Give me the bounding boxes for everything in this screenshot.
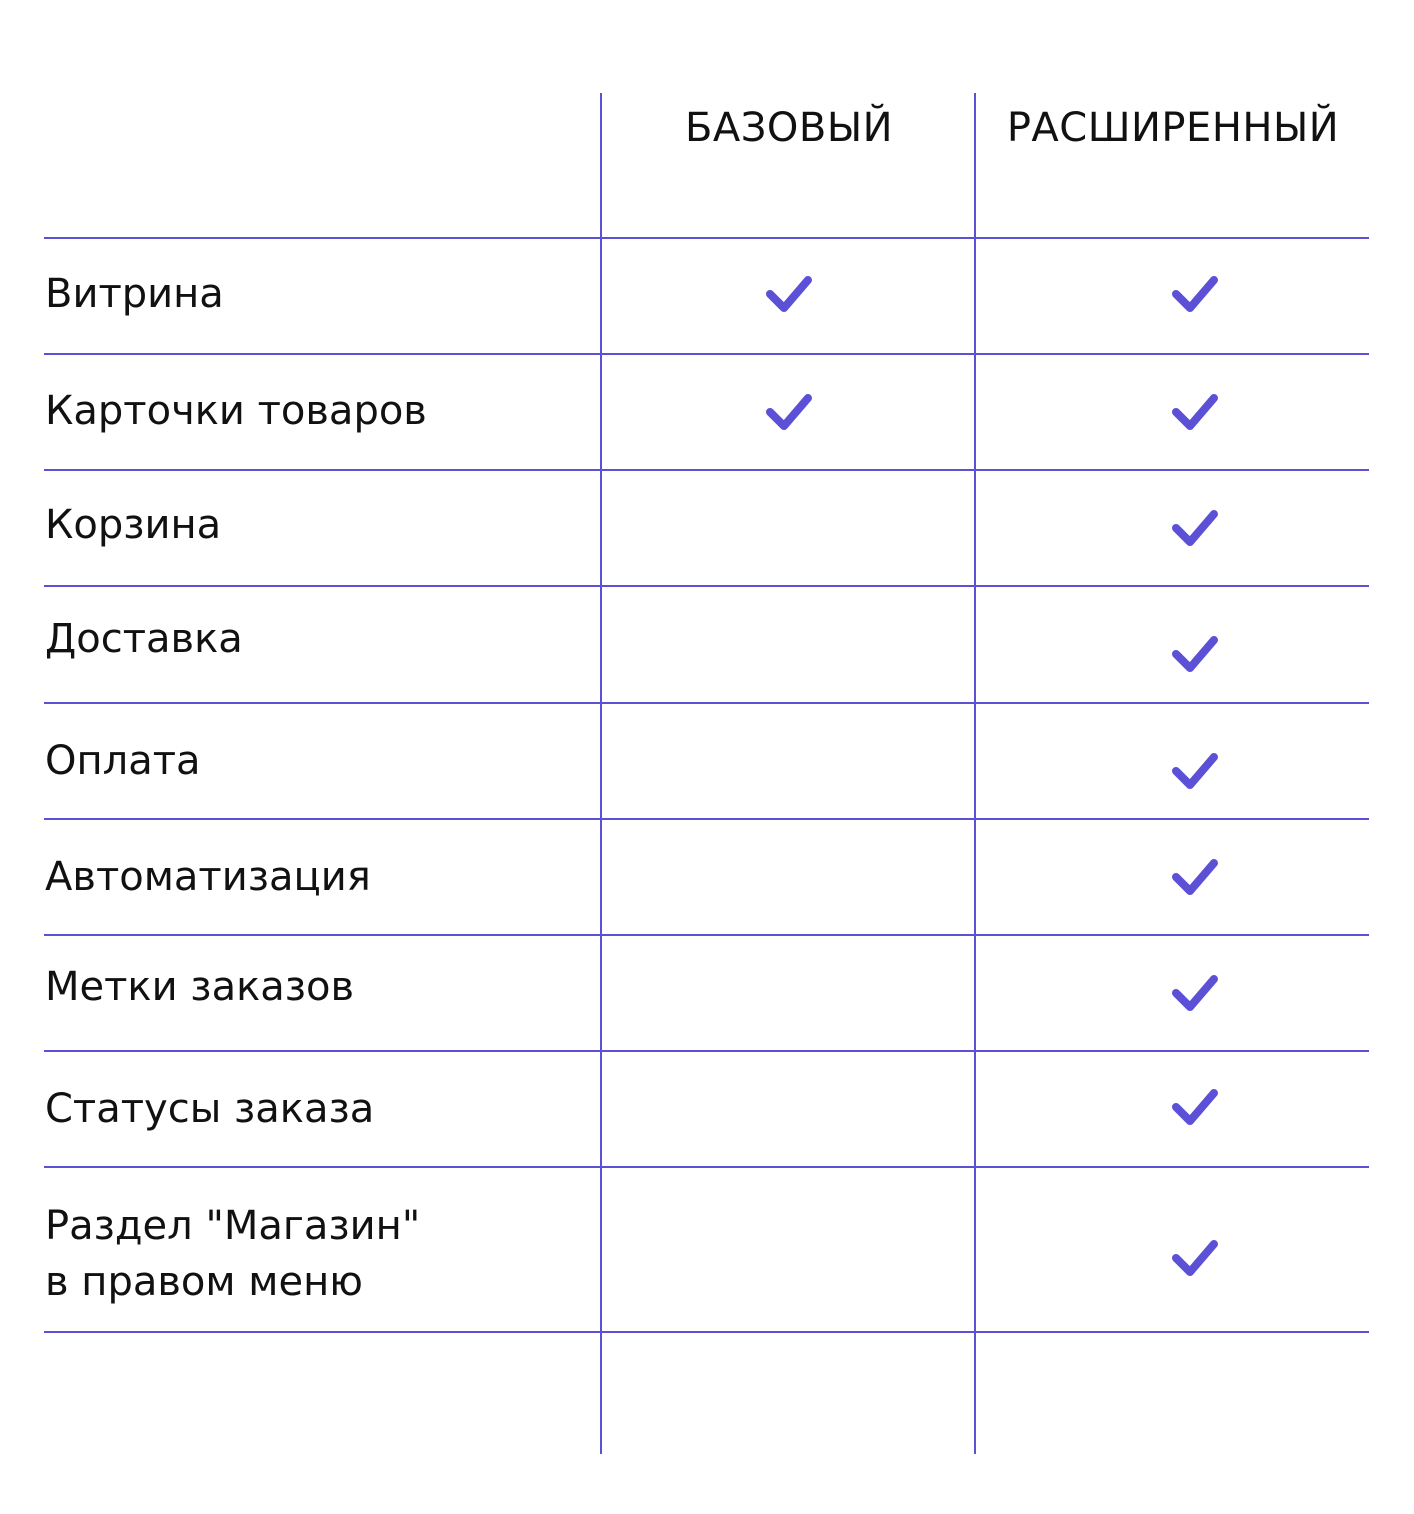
- feature-label: Карточки товаров: [45, 388, 427, 434]
- check-icon: [1171, 973, 1219, 1013]
- check-icon: [1171, 751, 1219, 791]
- feature-label: Корзина: [45, 502, 222, 548]
- feature-label: Метки заказов: [45, 964, 355, 1010]
- column-header-extended: РАСШИРЕННЫЙ: [1006, 105, 1340, 151]
- check-icon: [1171, 1087, 1219, 1127]
- feature-label: Автоматизация: [45, 854, 371, 900]
- check-icon: [1171, 392, 1219, 432]
- feature-label: Раздел "Магазин" в правом меню: [45, 1202, 421, 1305]
- feature-label: Доставка: [45, 615, 243, 662]
- check-icon: [1171, 508, 1219, 548]
- check-icon: [1171, 857, 1219, 897]
- check-icon: [765, 392, 813, 432]
- column-divider: [600, 93, 602, 1454]
- column-header-basic: БАЗОВЫЙ: [684, 105, 894, 151]
- check-icon: [1171, 1238, 1219, 1278]
- row-divider: [44, 1166, 1369, 1168]
- check-icon: [765, 274, 813, 314]
- feature-label: Витрина: [45, 271, 224, 317]
- column-divider: [974, 93, 976, 1454]
- feature-label: Статусы заказа: [45, 1086, 375, 1132]
- feature-label: Оплата: [45, 738, 201, 784]
- check-icon: [1171, 274, 1219, 314]
- check-icon: [1171, 634, 1219, 674]
